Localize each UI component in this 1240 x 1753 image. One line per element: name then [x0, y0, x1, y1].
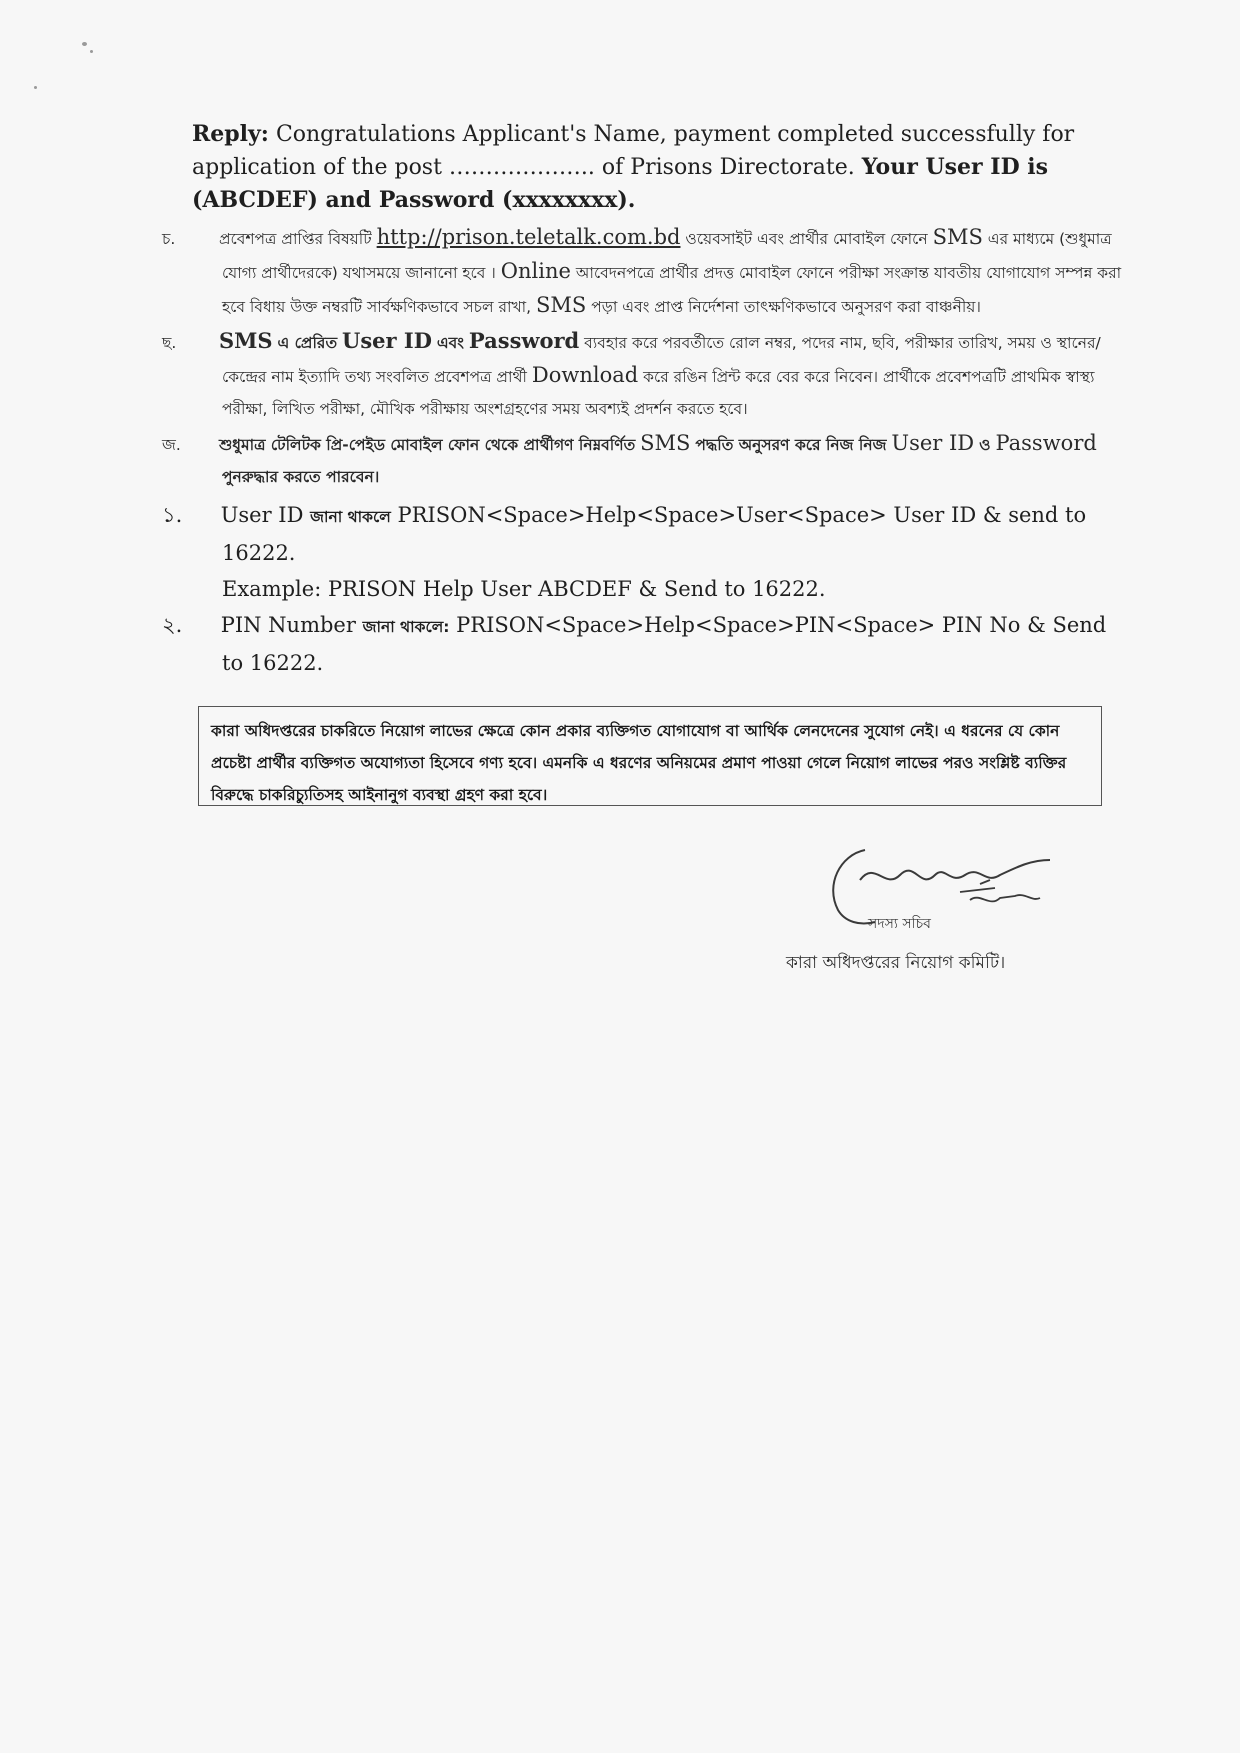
committee-name: কারা অধিদপ্তরের নিয়োগ কমিটি।	[786, 953, 1006, 973]
reply-line-2: Your User ID is (ABCDEF) and Password (xxxxxxxx).	[192, 154, 1049, 213]
numbered-item-1	[162, 497, 1124, 571]
reply-paragraph	[192, 118, 1124, 217]
paragraph-marker: জ.	[162, 436, 181, 454]
chha-password: Password	[468, 328, 580, 353]
paragraph-chha	[162, 325, 1124, 425]
ja-userid: User ID	[891, 431, 975, 455]
item2-pin: PIN Number	[220, 613, 356, 637]
item-marker: ২.	[162, 613, 183, 637]
scan-speck	[82, 42, 87, 46]
notice-text: কারা অধিদপ্তরের চাকরিতে নিয়োগ লাভের ক্ষেত্রে কোন প্রকার ব্যক্তিগত যোগাযোগ বা আর্থিক লেনদেনের সুযোগ নেই। এ ধরনের যে কোন প্রচেষ্টা প্রার্থীর ব্যক্তিগত অযোগ্যতা হিসেবে গণ্য হবে। এমনকি এ ধরণের অনিয়মের প্রমাণ পাওয়া গেলে নিয়োগ লাভের পরও সংশ্লিষ্ট ব্যক্তির বিরুদ্ধে চাকরিচ্যুতিসহ আইনানুগ ব্যবস্থা গ্রহণ করা হবে।	[211, 722, 1067, 804]
chha-and: এবং	[436, 334, 464, 352]
chha-text-1: এ প্রেরিত	[277, 334, 338, 352]
reply-label: Reply:	[192, 121, 269, 147]
ja-text-3: পুনরুদ্ধার করতে পারবেন।	[222, 468, 380, 486]
chha-userid: User ID	[342, 328, 432, 353]
notice-box	[198, 706, 1102, 806]
cha-sms-1: SMS	[932, 225, 983, 249]
chha-sms: SMS	[218, 328, 273, 353]
signature-caption: সদস্য সচিব	[868, 916, 931, 932]
numbered-item-2	[162, 607, 1124, 681]
ja-text-1: শুধুমাত্র টেলিটক প্রি-পেইড মোবাইল ফোন থেকে প্রার্থীগণ নিম্নবর্ণিত	[218, 436, 636, 454]
teletalk-link[interactable]: http://prison.teletalk.com.bd	[376, 225, 681, 249]
document-body	[162, 118, 1124, 681]
paragraph-marker: চ.	[162, 230, 176, 248]
cha-text-1: প্রবেশপত্র প্রাপ্তির বিষয়টি	[218, 230, 372, 248]
paragraph-cha	[162, 221, 1124, 323]
item2-command: PRISON<Space>Help<Space>PIN<Space> PIN No & Send to 16222.	[222, 613, 1107, 675]
handwritten-signature	[820, 830, 1080, 950]
cha-text-4: আবেদনপত্রে প্রার্থীর প্রদত্ত মোবাইল ফোনে পরীক্ষা সংক্রান্ত যাবতীয় যোগাযোগ সম্পন্ন করা হবে বিধায় উক্ত নম্বরটি সার্বক্ষণিকভাবে সচল রাখা,	[222, 264, 1122, 316]
ja-and: ও	[979, 436, 991, 454]
cha-sms-2: SMS	[536, 293, 587, 317]
paragraph-ja	[162, 427, 1124, 493]
item1-example: Example: PRISON Help User ABCDEF & Send to 16222.	[222, 577, 826, 601]
scan-speck	[90, 50, 93, 53]
cha-text-5: পড়া এবং প্রাপ্ত নির্দেশনা তাৎক্ষণিকভাবে অনুসরণ করা বাঞ্চনীয়।	[591, 298, 981, 316]
item-marker: ১.	[162, 503, 183, 527]
scan-speck	[34, 86, 37, 89]
item1-known: জানা থাকলে	[310, 508, 391, 526]
cha-text-3: এর মাধ্যমে (শুধুমাত্র যোগ্য প্রার্থীদেরকে) যথাসময়ে জানানো হবে ।	[222, 230, 1112, 282]
item1-userid: User ID	[220, 503, 304, 527]
reply-line-1: Congratulations Applicant's Name, payment completed successfully for application of the post ……………….. of Prisons Directorate.	[192, 122, 1075, 180]
cha-online: Online	[500, 259, 571, 283]
chha-text-2: ব্যবহার করে পরবর্তীতে রোল নম্বর, পদের নাম, ছবি, পরীক্ষার তারিখ, সময় ও স্থানের/কেন্দ্রের নাম ইত্যাদি তথ্য সংবলিত প্রবেশপত্র প্রার্থী	[222, 334, 1101, 386]
chha-text-3: করে রঙিন প্রিন্ট করে বের করে নিবেন। প্রার্থীকে প্রবেশপত্রটি প্রাথমিক স্বাস্থ্য পরীক্ষা, লিখিত পরীক্ষা, মৌখিক পরীক্ষায় অংশগ্রহণের সময় অবশ্যই প্রদর্শন করতে হবে।	[222, 368, 1095, 418]
paragraph-marker: ছ.	[162, 334, 177, 352]
ja-password: Password	[995, 431, 1097, 455]
chha-download: Download	[531, 363, 639, 387]
item2-known: জানা থাকলে:	[362, 618, 450, 636]
ja-sms: SMS	[640, 431, 691, 455]
ja-text-2: পদ্ধতি অনুসরণ করে নিজ নিজ	[695, 436, 887, 454]
item1-command: PRISON<Space>Help<Space>User<Space> User ID & send to 16222.	[222, 503, 1087, 565]
cha-text-2: ওয়েবসাইট এবং প্রার্থীর মোবাইল ফোনে	[685, 230, 928, 248]
